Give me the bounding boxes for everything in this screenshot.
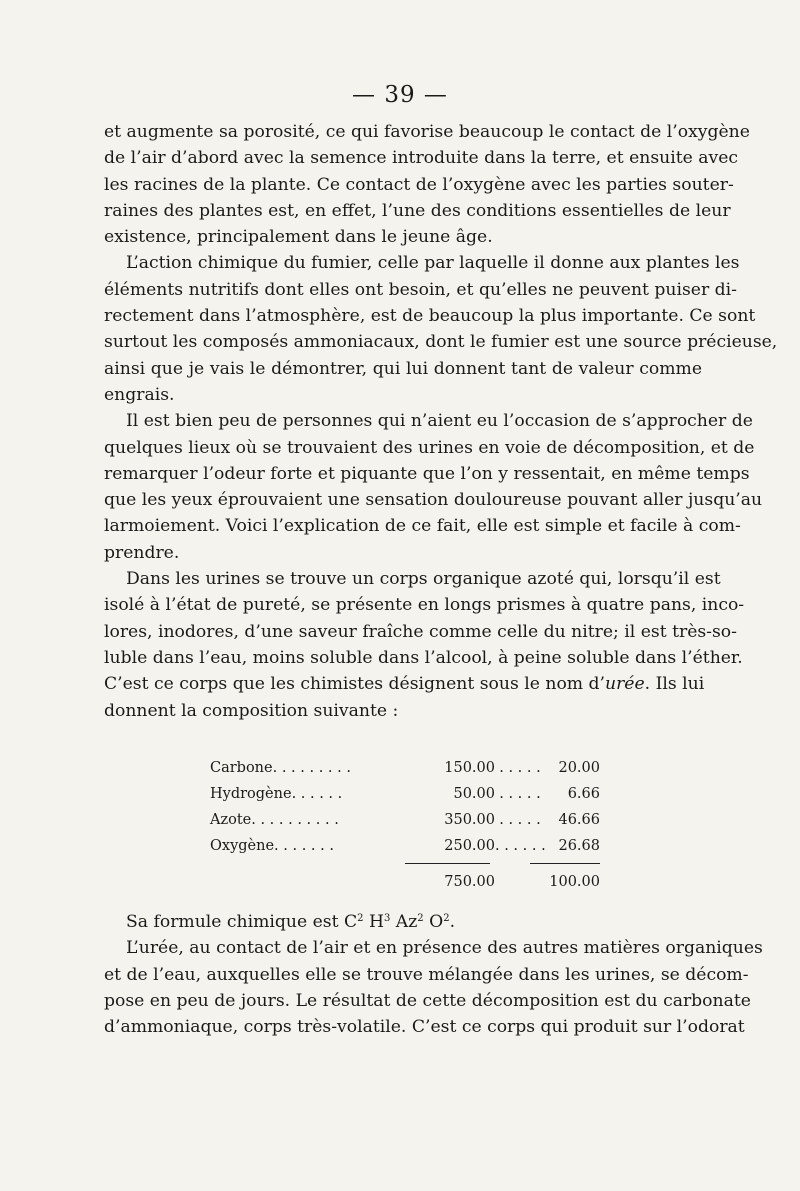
leader-dots: . . . . . .	[495, 838, 546, 854]
text-line: ainsi que je vais le démontrer, qui lui donnent tant de valeur comme	[104, 358, 702, 379]
element-value: 50.00	[453, 786, 495, 802]
text-line: de l’air d’abord avec la semence introduite dans la terre, et ensuite avec	[104, 148, 739, 169]
text-line: raines des plantes est, en effet, l’une des conditions essentielles de leur	[104, 200, 731, 221]
text-line: donnent la composition suivante :	[104, 700, 399, 721]
text-line: pose en peu de jours. Le résultat de cette décomposition est du carbonate	[104, 990, 751, 1011]
total-percent: 100.00	[549, 874, 600, 890]
text-line: remarquer l’odeur forte et piquante que l’on y ressentait, en même temps	[104, 463, 750, 484]
element-name: Carbone. . . . . . . . .	[210, 760, 351, 776]
text-segment: . Ils lui	[644, 674, 705, 695]
composition-total-row	[210, 867, 600, 897]
leader-dots: . . . . .	[499, 786, 541, 802]
element-value: 350.00	[444, 812, 495, 828]
body-text-top	[104, 119, 778, 724]
element-percent: 20.00	[558, 760, 600, 776]
composition-row	[210, 781, 600, 807]
italic-term: urée	[605, 674, 645, 695]
text-line: existence, principalement dans le jeune âge.	[104, 227, 493, 248]
text-line: que les yeux éprouvaient une sensation douloureuse pouvant aller jusqu’au	[104, 490, 763, 511]
element-percent: 26.68	[558, 838, 600, 854]
text-line: éléments nutritifs dont elles ont besoin, et qu’elles ne peuvent puiser di-	[104, 279, 737, 300]
element-percent: 46.66	[558, 812, 600, 828]
element-value: 150.00	[444, 760, 495, 776]
text-line: prendre.	[104, 542, 180, 563]
text-line: rectement dans l’atmosphère, est de beaucoup la plus importante. Ce sont	[104, 306, 756, 327]
total-value: 750.00	[444, 874, 495, 890]
text-line: larmoiement. Voici l’explication de ce fait, elle est simple et facile à com-	[104, 516, 741, 537]
element-name: Azote. . . . . . . . . .	[210, 812, 339, 828]
urea-composition-table	[210, 755, 600, 897]
leader-dots: . . . . .	[499, 812, 541, 828]
text-line: les racines de la plante. Ce contact de l’oxygène avec les parties souter-	[104, 174, 734, 195]
text-line	[104, 671, 705, 697]
composition-row	[210, 833, 600, 859]
element-name: Oxygène. . . . . . .	[210, 838, 334, 854]
text-line: Dans les urines se trouve un corps organique azoté qui, lorsqu’il est	[126, 569, 721, 590]
text-line: isolé à l’état de pureté, se présente en longs prismes à quatre pans, inco-	[104, 595, 745, 616]
leader-dots: . . . . .	[499, 760, 541, 776]
composition-row	[210, 755, 600, 781]
text-line: quelques lieux où se trouvaient des urines en voie de décomposition, et de	[104, 437, 755, 458]
text-line: surtout les composés ammoniacaux, dont le fumier est une source précieuse,	[104, 332, 778, 353]
element-name: Hydrogène. . . . . .	[210, 786, 343, 802]
body-text-bottom	[104, 909, 763, 1040]
text-segment: C’est ce corps que les chimistes désignent sous le nom d’	[104, 674, 606, 695]
element-percent: 6.66	[567, 786, 600, 802]
sum-rule	[405, 863, 490, 864]
text-line: d’ammoniaque, corps très-volatile. C’est ce corps qui produit sur l’odorat	[104, 1017, 745, 1038]
text-line: L’urée, au contact de l’air et en présence des autres matières organiques	[126, 938, 763, 959]
text-line: L’action chimique du fumier, celle par laquelle il donne aux plantes les	[126, 253, 740, 274]
text-line: et de l’eau, auxquelles elle se trouve mélangée dans les urines, se décom-	[104, 964, 749, 985]
page-number: — 39 —	[352, 82, 448, 108]
composition-row	[210, 807, 600, 833]
text-line: luble dans l’eau, moins soluble dans l’alcool, à peine soluble dans l’éther.	[104, 647, 743, 668]
sum-rule	[530, 863, 600, 864]
text-line: Il est bien peu de personnes qui n’aient eu l’occasion de s’approcher de	[126, 411, 753, 432]
text-line: lores, inodores, d’une saveur fraîche comme celle du nitre; il est très-so-	[104, 621, 737, 642]
element-value: 250.00	[444, 838, 495, 854]
text-line: engrais.	[104, 384, 175, 405]
formula-line: Sa formule chimique est $C^2$ $H^3$ Az$^2$ $O^2$.	[126, 912, 456, 932]
text-line: et augmente sa porosité, ce qui favorise beaucoup le contact de l’oxygène	[104, 122, 750, 142]
